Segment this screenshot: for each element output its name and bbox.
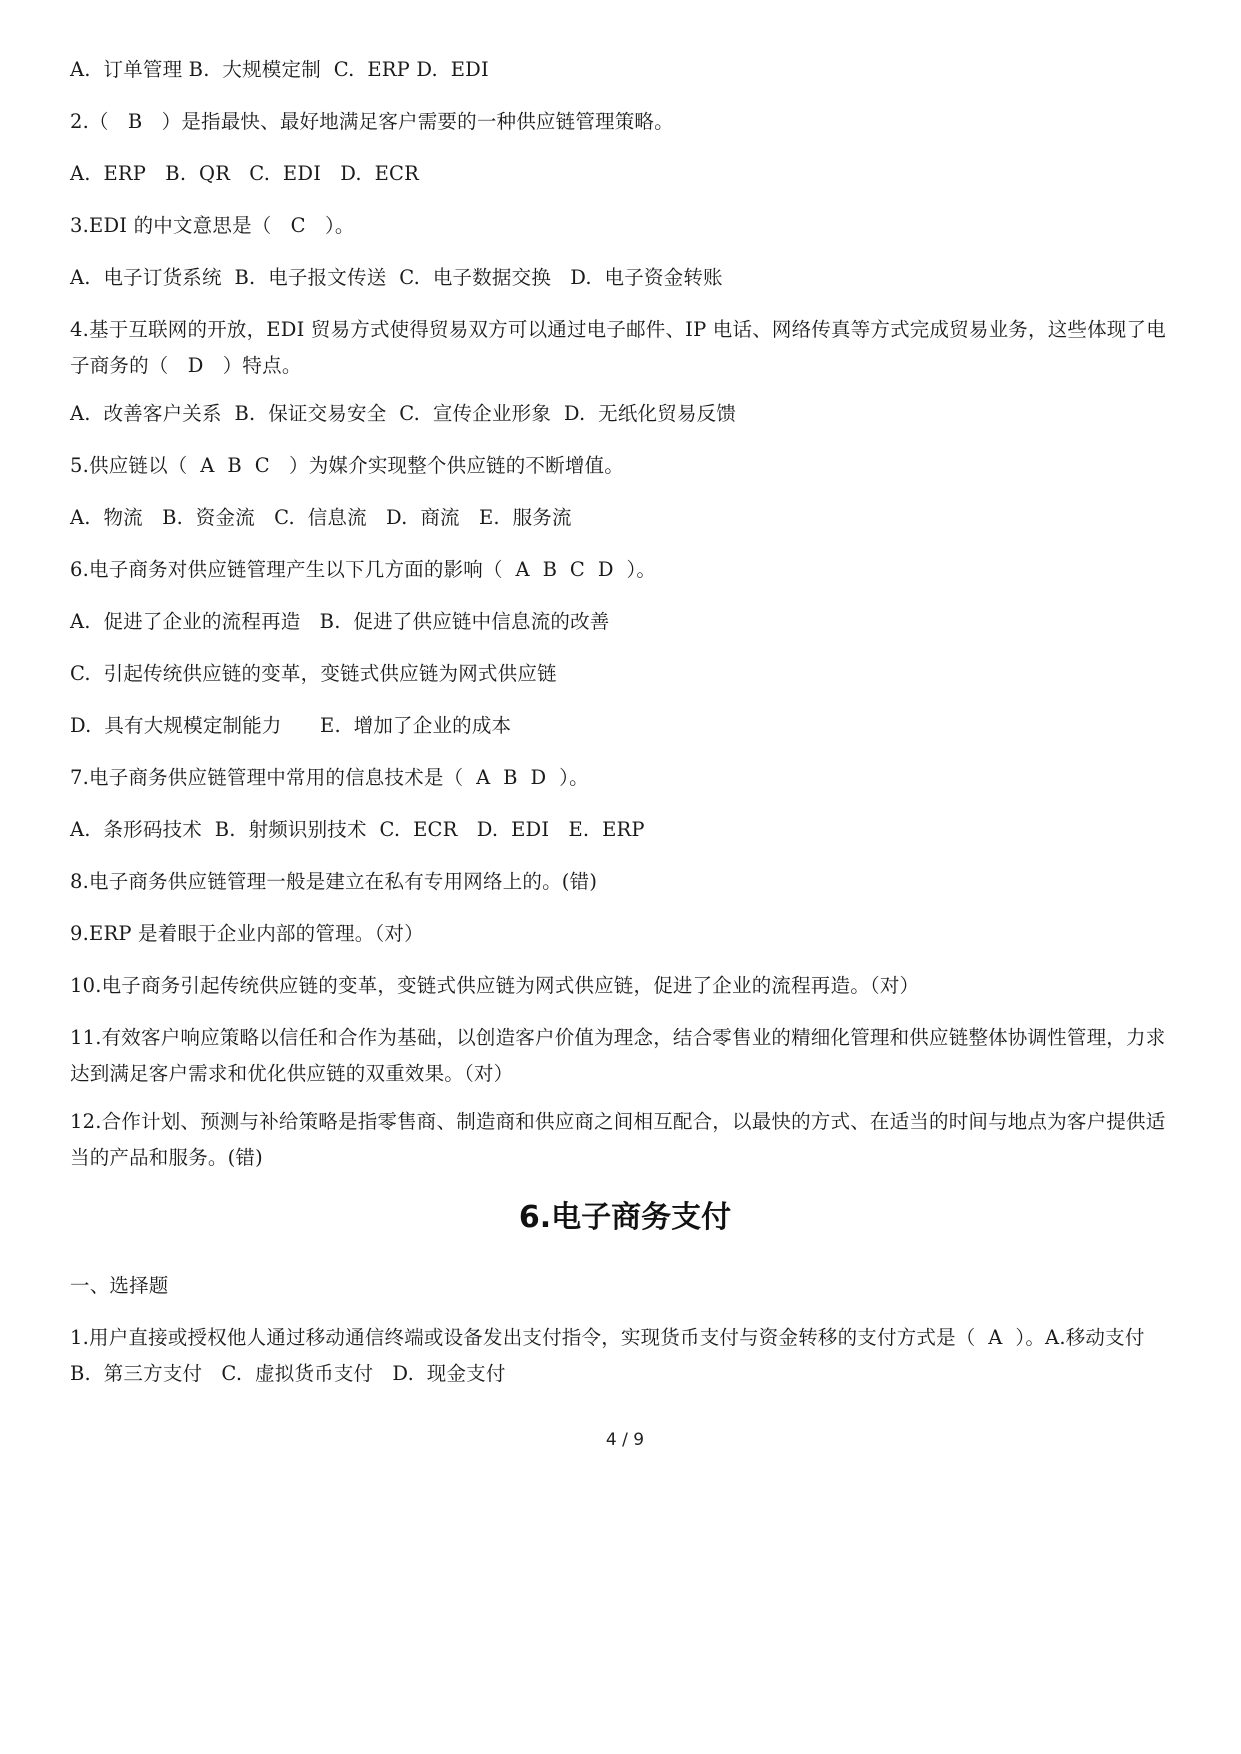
answer-options: D. 具有大规模定制能力 E. 增加了企业的成本	[70, 714, 512, 737]
question: 6.电子商务对供应链管理产生以下几方面的影响（ A B C D ）。	[70, 558, 657, 581]
question: 1.用户直接或授权他人通过移动通信终端或设备发出支付指令，实现货币支付与资金转移的支付方式是（ A ）。A.移动支付 B. 第三方支付 C. 虚拟货币支付 D. 现金支付	[70, 1326, 1164, 1385]
document-page	[70, 0, 1180, 1754]
page-number: 4 / 9	[605, 1430, 645, 1450]
question: 4.基于互联网的开放，EDI 贸易方式使得贸易双方可以通过电子邮件、IP 电话、网络传真等方式完成贸易业务，这些体现了电子商务的（ D ）特点。	[70, 318, 1166, 377]
subsection-label: 一、选择题	[70, 1274, 169, 1297]
true-false-item: 9.ERP 是着眼于企业内部的管理。（对）	[70, 922, 424, 945]
question: 5.供应链以（ A B C ）为媒介实现整个供应链的不断增值。	[70, 454, 624, 477]
question: 2.（ B ）是指最快、最好地满足客户需要的一种供应链管理策略。	[70, 110, 674, 133]
answer-options: C. 引起传统供应链的变革，变链式供应链为网式供应链	[70, 662, 557, 685]
answer-options: A. ERP B. QR C. EDI D. ECR	[70, 162, 420, 185]
question: 3.EDI 的中文意思是（ C ）。	[70, 214, 355, 237]
section-heading: 6.电子商务支付	[518, 1200, 732, 1235]
answer-options: A. 条形码技术 B. 射频识别技术 C. ECR D. EDI E. ERP	[70, 818, 645, 841]
answer-options: A. 改善客户关系 B. 保证交易安全 C. 宣传企业形象 D. 无纸化贸易反馈	[70, 402, 737, 425]
answer-options: A. 电子订货系统 B. 电子报文传送 C. 电子数据交换 D. 电子资金转账	[70, 266, 723, 289]
answer-options: A. 物流 B. 资金流 C. 信息流 D. 商流 E. 服务流	[70, 506, 572, 529]
true-false-item: 8.电子商务供应链管理一般是建立在私有专用网络上的。(错)	[70, 870, 598, 893]
answer-options: A. 促进了企业的流程再造 B. 促进了供应链中信息流的改善	[70, 610, 610, 633]
question: 7.电子商务供应链管理中常用的信息技术是（ A B D ）。	[70, 766, 589, 789]
true-false-item: 12.合作计划、预测与补给策略是指零售商、制造商和供应商之间相互配合，以最快的方式、在适当的时间与地点为客户提供适当的产品和服务。(错)	[70, 1110, 1166, 1169]
true-false-item: 11.有效客户响应策略以信任和合作为基础，以创造客户价值为理念，结合零售业的精细化管理和供应链整体协调性管理，力求达到满足客户需求和优化供应链的双重效果。（对）	[70, 1026, 1166, 1085]
answer-options: A. 订单管理 B. 大规模定制 C. ERP D. EDI	[70, 58, 489, 81]
true-false-item: 10.电子商务引起传统供应链的变革，变链式供应链为网式供应链，促进了企业的流程再造。（对）	[70, 974, 920, 997]
